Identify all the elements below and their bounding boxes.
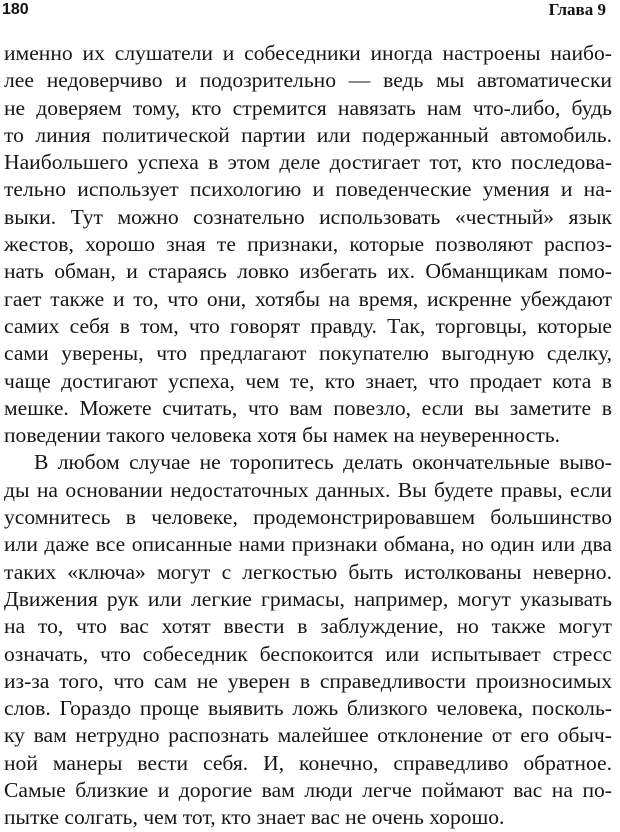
text-line: таких «ключа» могут с легкостью быть истолкованы неверно.: [4, 559, 612, 584]
text-line: то линия политической партии или подержанный автомобиль.: [4, 122, 612, 147]
text-line: ной манеры вести себя. И, конечно, справедливо обратное.: [4, 750, 612, 775]
text-line: выки. Тут можно сознательно использовать «честный» язык: [4, 204, 612, 229]
text-line: Наибольшего успеха в этом деле достигает тот, кто последова-: [4, 150, 612, 175]
text-line: Движения рук или легкие гримасы, например, могут указывать: [4, 586, 612, 611]
text-line: лее недоверчиво и подозрительно — ведь мы автоматически: [4, 68, 612, 93]
text-line: ды на основании недостаточных данных. Вы будете правы, если: [4, 477, 612, 502]
text-line: чаще достигают успеха, чем те, кто знает, что продает кота в: [4, 368, 612, 393]
text-line: или даже все описанные нами признаки обмана, но один или два: [4, 532, 612, 557]
text-line: означать, что собеседник беспокоится или испытывает стресс: [4, 641, 612, 666]
text-line: жестов, хорошо зная те признаки, которые позволяют распоз-: [4, 232, 612, 257]
text-line: именно их слушатели и собеседники иногда настроены наибо-: [4, 41, 612, 65]
text-line: В любом случае не торопитесь делать окончательные выво-: [34, 450, 612, 475]
text-line: нать обман, и стараясь ловко избегать их. Обманщикам помо-: [4, 259, 612, 284]
text-line: не доверяем тому, кто стремится навязать нам что-либо, будь: [4, 95, 612, 120]
text-line: поведении такого человека хотя бы намек на неуверенность.: [4, 423, 560, 448]
page-header: [2, 0, 606, 22]
text-line: на то, что вас хотят ввести в заблуждение, но также могут: [4, 614, 612, 639]
text-line: усомнитесь в человеке, продемонстрировавшем большинство: [4, 505, 612, 530]
text-line: слов. Гораздо проще выявить ложь близкого человека, посколь-: [4, 696, 612, 721]
text-line: гает также и то, что они, хотябы на время, искренне убеждают: [4, 286, 612, 311]
text-line: тельно использует психологию и поведенческие умения и на-: [4, 177, 612, 202]
text-line: из-за того, что сам не уверен в справедливости произносимых: [4, 668, 612, 693]
text-line: сами уверены, что предлагают покупателю выгодную сделку,: [4, 341, 612, 366]
body-text: [4, 40, 612, 832]
text-line: самих себя в том, что говорят правду. Так, торговцы, которые: [4, 313, 612, 338]
text-line: мешке. Можете считать, что вам повезло, если вы заметите в: [4, 395, 612, 420]
text-line: пытке солгать, чем тот, кто знает вас не очень хорошо.: [4, 805, 505, 830]
chapter-running-head: Глава 9: [548, 0, 606, 19]
text-line: ку вам нетрудно распознать малейшее отклонение от его обыч-: [4, 723, 612, 748]
text-line: Самые близкие и дорогие вам люди легче поймают вас на по-: [4, 778, 612, 803]
page-number: 180: [2, 1, 29, 18]
